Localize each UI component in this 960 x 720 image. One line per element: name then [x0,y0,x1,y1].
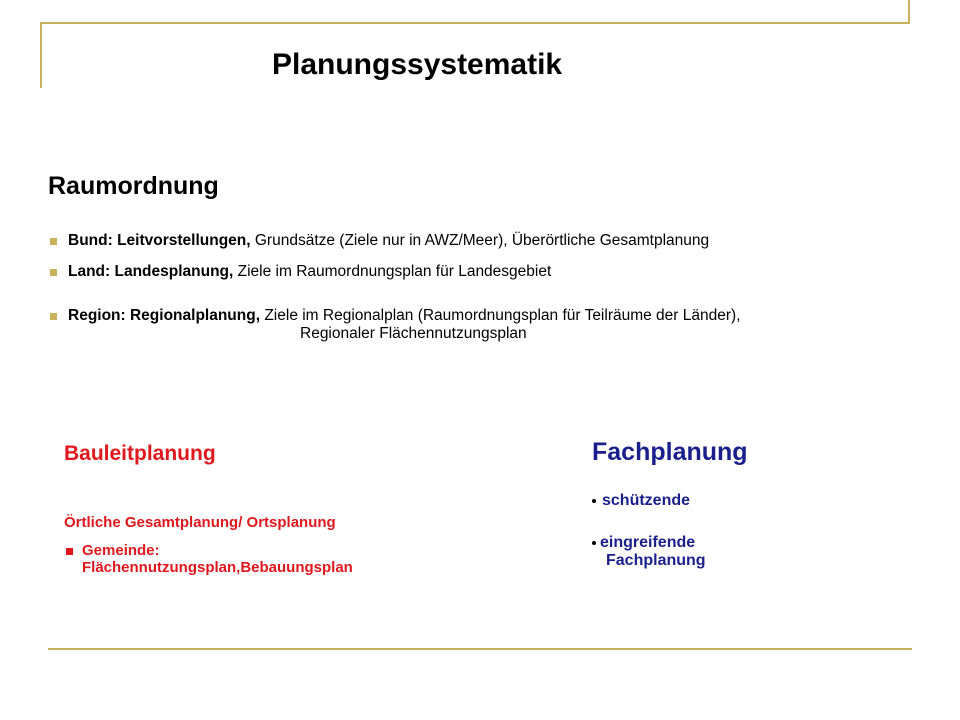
bullet-dot-icon [592,541,596,545]
bullet-square-icon [66,548,73,555]
item-text: Ziele im Raumordnungsplan für Landesgebiet [233,263,552,280]
frame-top-line [40,22,910,24]
page-title: Planungssystematik [272,48,563,81]
bauleitplanung-heading: Bauleitplanung [64,442,216,465]
item-label: Bund: Leitvorstellungen, [68,232,251,249]
item-continuation: Regionaler Flächennutzungsplan [300,325,527,342]
item-text: Ziele im Regionalplan (Raumordnungsplan für Teilräume der Länder), [260,307,741,324]
list-item-eingreifende [592,534,706,570]
bullet-square-icon [50,238,57,245]
item-label: Land: Landesplanung, [68,263,234,280]
fachplanung-heading: Fachplanung [592,438,748,466]
item-text: schützende [602,492,691,509]
bullet-dot-icon [592,499,596,503]
item-line-1: Gemeinde: [82,542,160,559]
item-line-1: eingreifende [600,534,696,551]
bauleitplanung-subheading: Örtliche Gesamtplanung/ Ortsplanung [64,514,336,531]
frame-bottom-line [48,648,912,650]
item-text: Grundsätze (Ziele nur in AWZ/Meer), Überörtliche Gesamtplanung [250,232,710,249]
frame-right-line [908,0,910,24]
list-item-schuetzende [592,492,690,510]
item-line-2: Fachplanung [606,552,706,569]
bullet-square-icon [50,269,57,276]
item-label: Region: Regionalplanung, [68,307,261,324]
item-line-2: Flächennutzungsplan,Bebauungsplan [82,559,353,576]
frame-left-line [40,22,42,88]
raumordnung-heading: Raumordnung [48,172,219,200]
bullet-square-icon [50,313,57,320]
